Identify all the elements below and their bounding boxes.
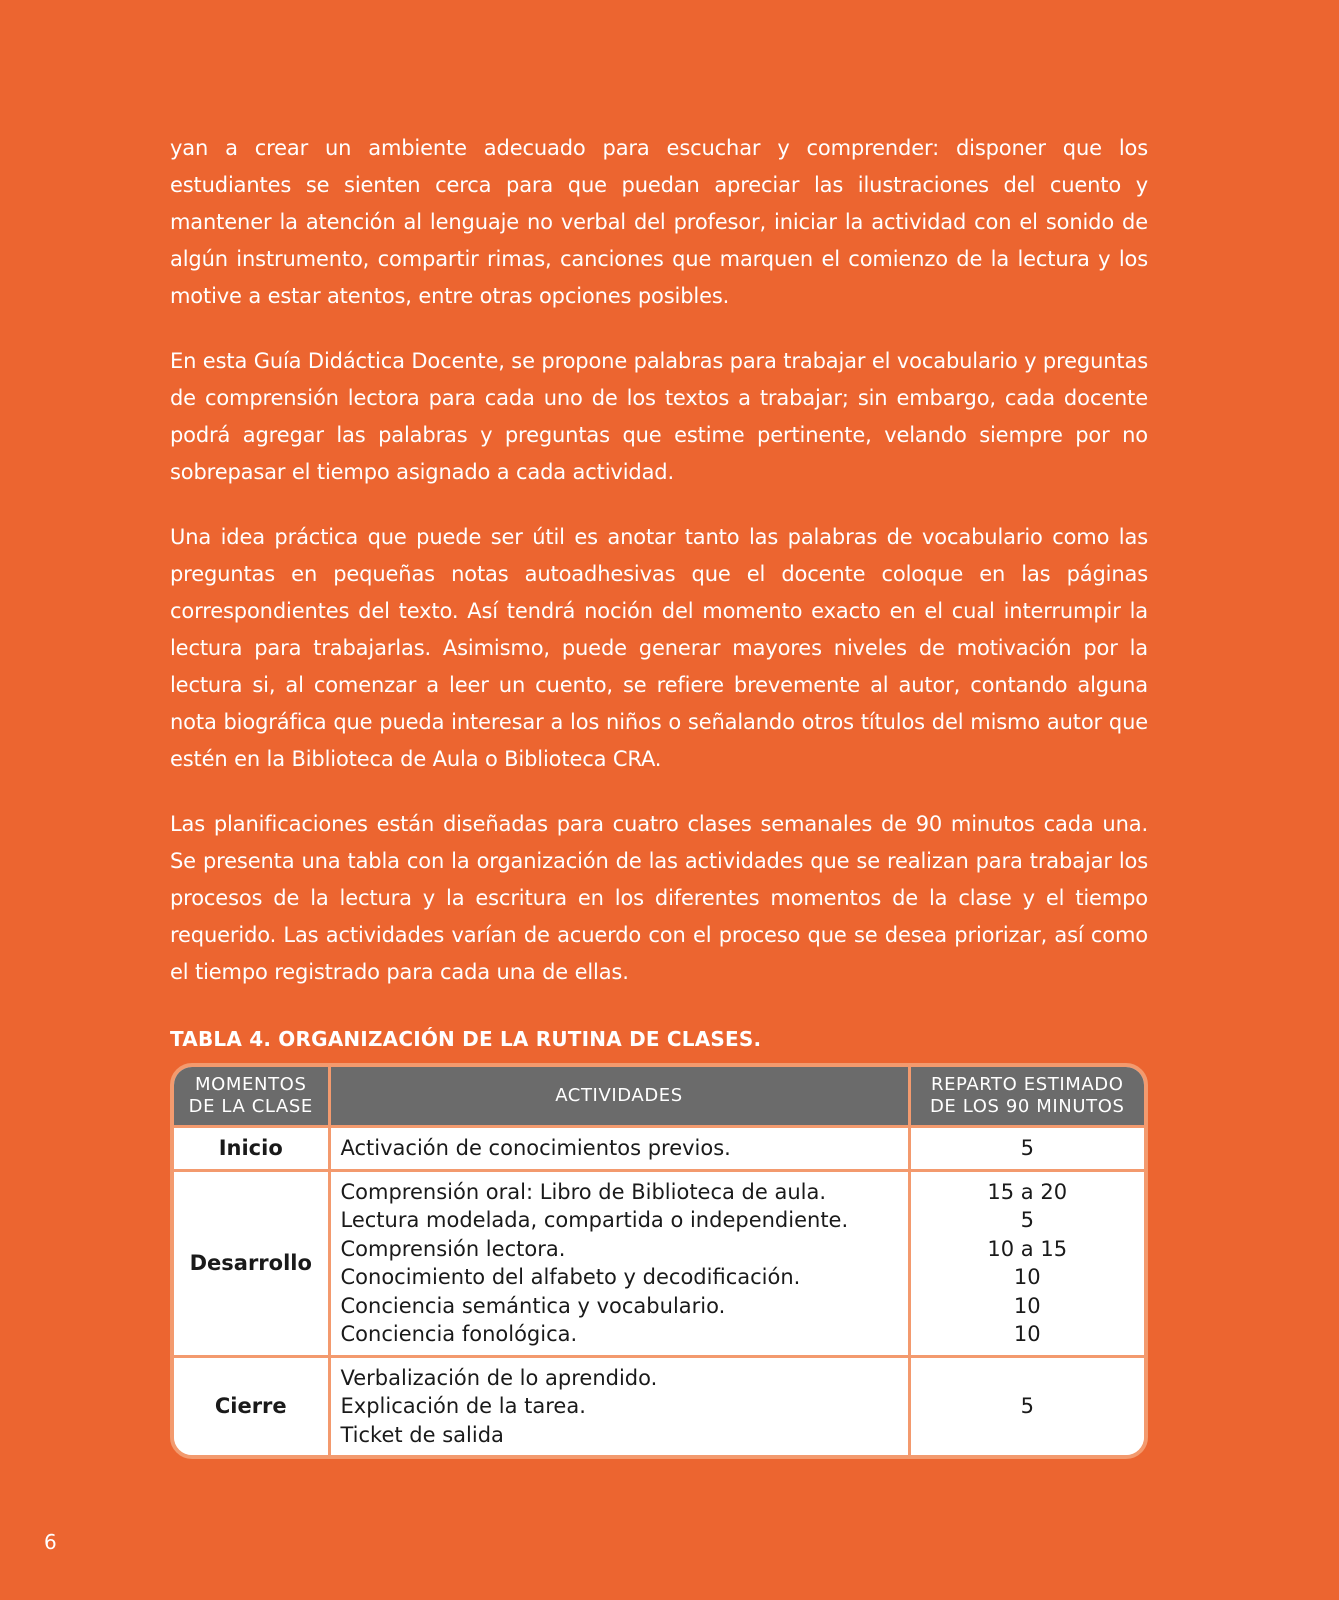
activity-item: Comprensión oral: Libro de Biblioteca de aula. [340, 1179, 827, 1204]
activities-cell [329, 1356, 909, 1455]
time-value: 5 [1020, 1208, 1034, 1232]
time-value: 10 [1013, 1265, 1041, 1289]
time-value: 10 a 15 [987, 1236, 1068, 1261]
time-value: 10 [1013, 1293, 1041, 1318]
paragraph-3: Una idea práctica que puede ser útil es anotar tanto las palabras de vocabulario como las preguntas en pequeñas notas autoadhesivas que el docente coloque en las páginas correspondientes del texto. Así tendrá noción del momento exacto en el cual interrumpir la lectura para trabajarlas. Asimismo, puede generar mayores niveles de motivación por la lectura si, al comenzar a leer un cuento, se refiere brevemente al autor, contando alguna nota biográfica que pueda interesar a los niños o señalando otros títulos del mismo autor que estén en la Biblioteca de Aula o Biblioteca CRA. [170, 525, 1148, 771]
table-row-inicio [174, 1127, 1144, 1171]
header-time-line2: DE LOS 90 MINUTOS [929, 1096, 1125, 1117]
activity-item: Conocimiento del alfabeto y decodificación. [340, 1265, 801, 1289]
activities-cell [329, 1170, 909, 1356]
activity-item: Conciencia fonológica. [340, 1322, 578, 1346]
page-number: 6 [44, 1530, 57, 1554]
activity-item: Lectura modelada, compartida o independiente. [340, 1208, 849, 1232]
table-title: TABLA 4. ORGANIZACIÓN DE LA RUTINA DE CLASES. [170, 1027, 762, 1051]
time-value: 15 a 20 [987, 1179, 1068, 1204]
table-header-row [174, 1067, 1144, 1127]
time-value: 5 [1020, 1136, 1034, 1160]
header-moments-line1: MOMENTOS [195, 1074, 307, 1095]
activity-item: Conciencia semántica y vocabulario. [340, 1293, 726, 1318]
activity-item: Comprensión lectora. [340, 1236, 566, 1261]
page-content [170, 130, 1148, 1459]
table-row-cierre [174, 1356, 1144, 1455]
time-cell [909, 1170, 1144, 1356]
activity-item: Ticket de salida [340, 1422, 504, 1447]
paragraph-2: En esta Guía Didáctica Docente, se propone palabras para trabajar el vocabulario y preguntas de comprensión lectora para cada uno de los textos a trabajar; sin embargo, cada docente podrá agregar las palabras y preguntas que estime pertinente, velando siempre por no sobrepasar el tiempo asignado a cada actividad. [170, 349, 1148, 484]
time-value: 10 [1013, 1322, 1041, 1346]
paragraph-4: Las planificaciones están diseñadas para cuatro clases semanales de 90 minutos cada una. Se presenta una tabla con la organización de las actividades que se realizan para trabajar los procesos de la lectura y la escritura en los diferentes momentos de la clase y el tiempo requerido. Las actividades varían de acuerdo con el proceso que se desea priorizar, así como el tiempo registrado para cada una de ellas. [170, 812, 1148, 984]
activity-item: Activación de conocimientos previos. [340, 1136, 731, 1160]
moment-cell: Cierre [174, 1356, 329, 1455]
moment-cell: Inicio [174, 1127, 329, 1171]
time-value: 5 [1020, 1394, 1034, 1418]
moment-cell: Desarrollo [174, 1170, 329, 1356]
header-time [909, 1067, 1144, 1127]
time-cell [909, 1356, 1144, 1455]
header-moments [174, 1067, 329, 1127]
time-cell [909, 1127, 1144, 1171]
activities-cell [329, 1127, 909, 1171]
paragraph-1: yan a crear un ambiente adecuado para escuchar y comprender: disponer que los estudiantes se sienten cerca para que puedan apreciar las ilustraciones del cuento y mantener la atención al lenguaje no verbal del profesor, iniciar la actividad con el sonido de algún instrumento, compartir rimas, canciones que marquen el comienzo de la lectura y los motive a estar atentos, entre otras opciones posibles. [170, 136, 1148, 308]
activity-item: Explicación de la tarea. [340, 1394, 586, 1418]
header-moments-line2: DE LA CLASE [188, 1096, 313, 1117]
activity-item: Verbalización de lo aprendido. [340, 1365, 658, 1390]
class-routine-table [170, 1063, 1148, 1459]
header-time-line1: REPARTO ESTIMADO [930, 1074, 1124, 1095]
table-row-desarrollo [174, 1170, 1144, 1356]
header-activities: ACTIVIDADES [329, 1067, 909, 1127]
